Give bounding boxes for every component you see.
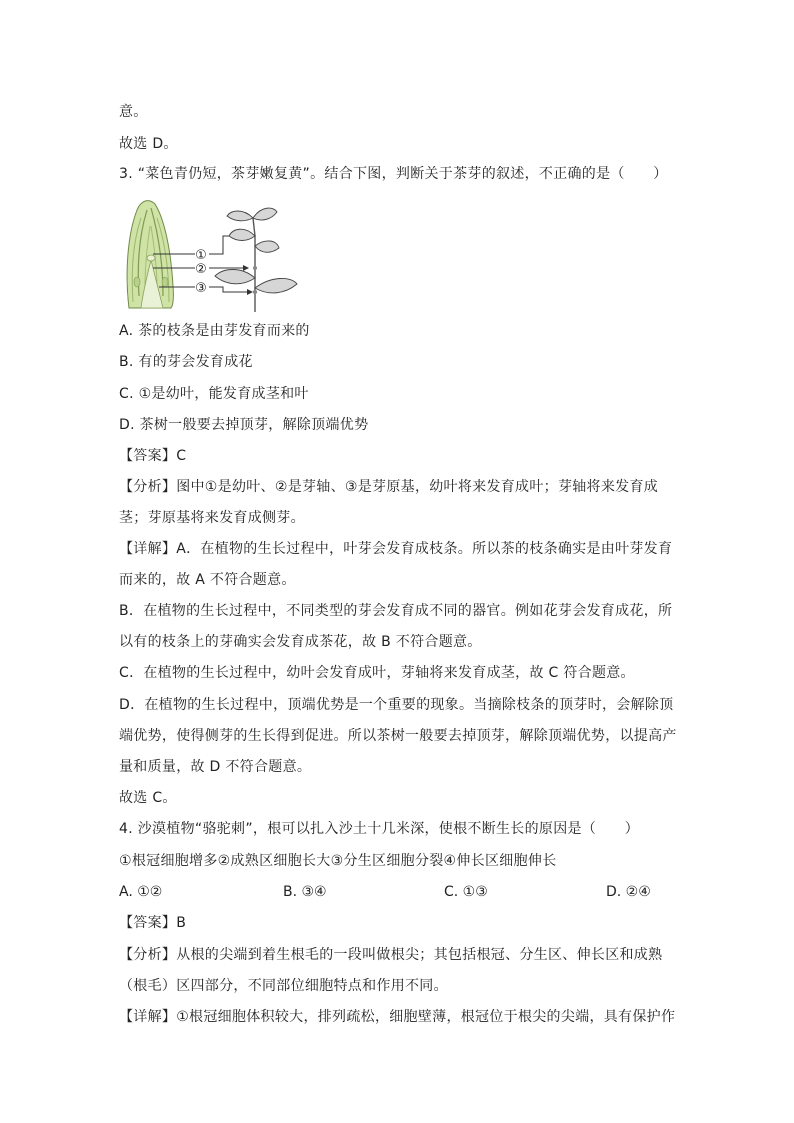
option-b: B. 有的芽会发育成花 — [119, 354, 253, 370]
answer-line: 【答案】C — [119, 448, 187, 464]
question-3-stem: 3. “菜色青仍短，茶芽嫩复黄”。结合下图，判断关于茶芽的叙述，不正确的是（ ） — [119, 166, 668, 182]
text-line: 意。 — [119, 104, 148, 120]
analysis-line: （根毛）区四部分，不同部位细胞特点和作用不同。 — [119, 978, 448, 994]
option-d: D. 茶树一般要去掉顶芽，解除顶端优势 — [119, 417, 369, 433]
detail-line: 而来的，故 A 不符合题意。 — [119, 572, 296, 588]
detail-line: 以有的枝条上的芽确实会发育成茶花，故 B 不符合题意。 — [119, 634, 482, 650]
figure-label-1: ① — [195, 248, 207, 263]
detail-line: B．在植物的生长过程中，不同类型的芽会发育成不同的器官。例如花芽会发育成花，所 — [119, 603, 673, 619]
analysis-line: 【分析】从根的尖端到着生根毛的一段叫做根尖；其包括根冠、分生区、伸长区和成熟 — [119, 947, 663, 963]
option-a: A. 茶的枝条是由芽发育而来的 — [119, 323, 310, 339]
detail-line: C．在植物的生长过程中，幼叶会发育成叶，芽轴将来发育成茎，故 C 符合题意。 — [119, 665, 635, 681]
figure-label-2: ② — [195, 262, 207, 277]
q4-option-d: D. ②④ — [606, 884, 651, 900]
tea-bud-figure — [119, 196, 309, 314]
figure-label-3: ③ — [195, 281, 207, 296]
question-4-stem: 4. 沙漠植物“骆驼刺”，根可以扎入沙土十几米深，使根不断生长的原因是（ ） — [119, 821, 640, 837]
q4-option-a: A. ①② — [119, 884, 163, 900]
detail-line: 量和质量，故 D 不符合题意。 — [119, 759, 312, 775]
q4-option-c: C. ①③ — [444, 884, 488, 900]
conclusion-line: 故选 C。 — [119, 790, 177, 806]
analysis-line: 【分析】图中①是幼叶、②是芽轴、③是芽原基，幼叶将来发育成叶；芽轴将来发育成 — [119, 479, 659, 495]
detail-line: 【详解】①根冠细胞体积较大，排列疏松，细胞壁薄，根冠位于根尖的尖端，具有保护作 — [119, 1009, 676, 1025]
branch-stem — [253, 218, 255, 312]
detail-line: D．在植物的生长过程中，顶端优势是一个重要的现象。当摘除枝条的顶芽时，会解除顶 — [119, 697, 674, 713]
q4-option-b: B. ③④ — [283, 884, 327, 900]
answer-line: 【答案】B — [119, 915, 187, 931]
question-4-items: ①根冠细胞增多②成熟区细胞长大③分生区细胞分裂④伸长区细胞伸长 — [119, 853, 557, 869]
detail-line: 【详解】A．在植物的生长过程中，叶芽会发育成枝条。所以茶的枝条确实是由叶芽发育 — [119, 541, 673, 557]
option-c: C. ①是幼叶，能发育成茎和叶 — [119, 386, 309, 402]
text-line: 故选 D。 — [119, 136, 178, 152]
analysis-line: 茎；芽原基将来发育成侧芽。 — [119, 510, 305, 526]
detail-line: 端优势，使得侧芽的生长得到促进。所以茶树一般要去掉顶芽，解除顶端优势，以提高产 — [119, 728, 677, 744]
